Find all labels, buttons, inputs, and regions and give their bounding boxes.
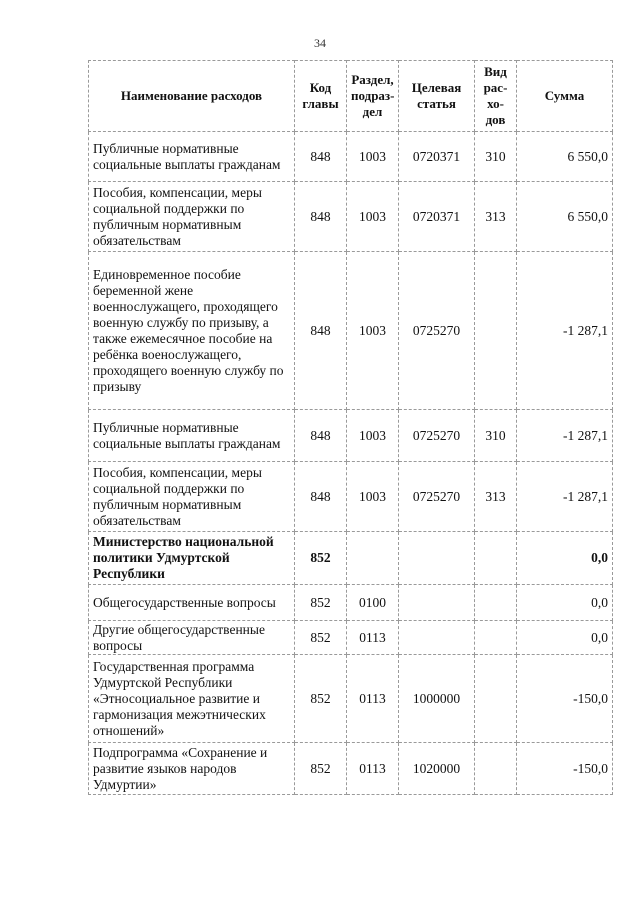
row-target: 1000000 [399,655,475,743]
header-type: Вид рас-хо-дов [475,61,517,132]
row-target: 0725270 [399,252,475,410]
row-code: 848 [295,182,347,252]
row-target: 0720371 [399,132,475,182]
row-section: 1003 [347,132,399,182]
row-type [475,621,517,655]
row-sum: -150,0 [517,655,613,743]
budget-table [88,60,613,795]
table-row [89,462,613,532]
row-code: 848 [295,462,347,532]
row-section: 0113 [347,655,399,743]
table-row [89,410,613,462]
row-target: 0725270 [399,462,475,532]
row-name: Подпрограмма «Сохранение и развитие языков народов Удмуртии» [89,743,295,795]
header-sum: Сумма [517,61,613,132]
row-name: Единовременное пособие беременной жене военнослужащего, проходящего военную службу по призыву, а также ежемесячное пособие на ребёнка военослужащего, проходящего военную службу по призыву [89,252,295,410]
header-name: Наименование расходов [89,61,295,132]
row-section: 0113 [347,621,399,655]
row-code: 852 [295,743,347,795]
table-row [89,585,613,621]
page-number: 34 [314,36,326,50]
table-row [89,621,613,655]
row-type: 313 [475,182,517,252]
row-name: Другие общегосударственные вопросы [89,621,295,655]
row-type [475,743,517,795]
header-section: Раздел, подраз-дел [347,61,399,132]
row-target [399,585,475,621]
row-name: Публичные нормативные социальные выплаты гражданам [89,132,295,182]
row-code: 848 [295,252,347,410]
row-sum: -1 287,1 [517,410,613,462]
row-type [475,532,517,585]
row-code: 848 [295,410,347,462]
table-row [89,743,613,795]
row-section [347,532,399,585]
table-row [89,132,613,182]
row-sum: -1 287,1 [517,252,613,410]
row-name: Пособия, компенсации, меры социальной поддержки по публичным нормативным обязательствам [89,182,295,252]
table-row [89,182,613,252]
table-row [89,252,613,410]
header-target: Целевая статья [399,61,475,132]
row-target: 1020000 [399,743,475,795]
row-section: 1003 [347,462,399,532]
row-sum: -150,0 [517,743,613,795]
row-section: 0113 [347,743,399,795]
row-name: Публичные нормативные социальные выплаты гражданам [89,410,295,462]
row-code: 852 [295,532,347,585]
table-row [89,532,613,585]
row-name: Государственная программа Удмуртской Республики «Этносоциальное развитие и гармонизация межэтнических отношений» [89,655,295,743]
row-sum: 0,0 [517,621,613,655]
row-section: 1003 [347,410,399,462]
row-code: 848 [295,132,347,182]
row-section: 0100 [347,585,399,621]
row-sum: 0,0 [517,585,613,621]
row-name: Министерство национальной политики Удмуртской Республики [89,532,295,585]
row-type: 310 [475,410,517,462]
row-sum: -1 287,1 [517,462,613,532]
row-target [399,621,475,655]
row-sum: 6 550,0 [517,132,613,182]
row-target: 0725270 [399,410,475,462]
row-code: 852 [295,585,347,621]
row-type [475,252,517,410]
row-code: 852 [295,655,347,743]
row-section: 1003 [347,182,399,252]
row-type [475,585,517,621]
row-type: 313 [475,462,517,532]
row-target [399,532,475,585]
row-type: 310 [475,132,517,182]
row-target: 0720371 [399,182,475,252]
header-code: Код главы [295,61,347,132]
row-code: 852 [295,621,347,655]
row-sum: 6 550,0 [517,182,613,252]
table-header-row [89,61,613,132]
row-type [475,655,517,743]
row-sum: 0,0 [517,532,613,585]
row-name: Пособия, компенсации, меры социальной поддержки по публичным нормативным обязательствам [89,462,295,532]
row-section: 1003 [347,252,399,410]
table-row [89,655,613,743]
row-name: Общегосударственные вопросы [89,585,295,621]
